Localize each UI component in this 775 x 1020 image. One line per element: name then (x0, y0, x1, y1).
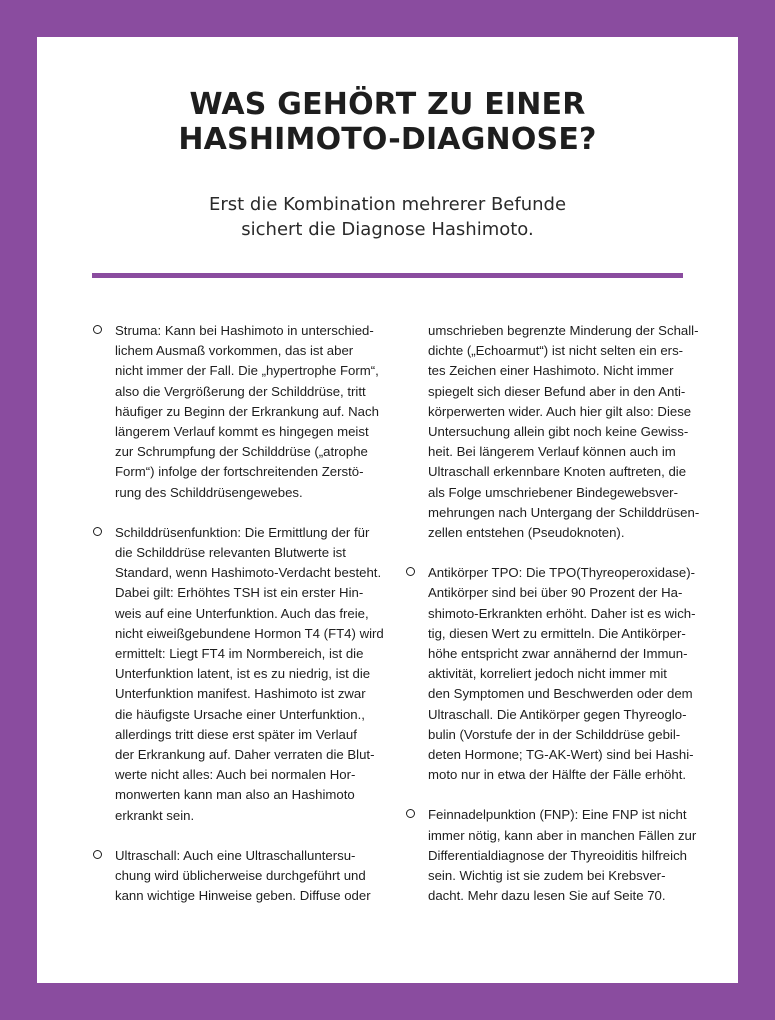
subtitle-line-2: sichert die Diagnose Hashimoto. (241, 219, 534, 240)
text-line: allerdings tritt diese erst später im Verlauf (115, 726, 357, 742)
text-line: den Symptomen und Beschwerden oder dem (428, 686, 693, 702)
text-line: Ultraschall. Die Antikörper gegen Thyreoglo- (428, 706, 687, 722)
circle-bullet-icon (93, 527, 102, 536)
text-line: zur Schrumpfung der Schilddrüse („atrophe (115, 444, 368, 460)
text-line: tig, diesen Wert zu ermitteln. Die Antikörper- (428, 625, 686, 641)
text-line: lichem Ausmaß vorkommen, das ist aber (115, 343, 354, 359)
text-line: also die Vergrößerung der Schilddrüse, tritt (115, 383, 366, 399)
text-line: moto nur in etwa der Hälfte der Fälle erhöht. (428, 767, 687, 783)
text-line: umschrieben begrenzte Minderung der Schall- (428, 323, 699, 338)
text-line: sein. Wichtig ist sie zudem bei Krebsver- (428, 868, 666, 884)
text-line: die häufigste Ursache einer Unterfunktion., (115, 706, 365, 722)
divider-rule (92, 273, 683, 278)
text-line: Unterfunktion latent, ist es zu niedrig, ist die (115, 666, 371, 682)
text-line: erkrankt sein. (115, 807, 195, 823)
text-line: kann wichtige Hinweise geben. Diffuse oder (115, 888, 371, 904)
text-line: dacht. Mehr dazu lesen Sie auf Seite 70. (428, 888, 666, 904)
page (37, 37, 738, 983)
paragraph-gap (115, 503, 387, 523)
title-line-2: HASHIMOTO-DIAGNOSE? (178, 122, 597, 157)
list-item (428, 321, 700, 543)
text-line: Ultraschall erkennbare Knoten auftreten, die (428, 464, 687, 480)
text-line: der Erkrankung auf. Daher verraten die Blut- (115, 747, 375, 763)
text-line: häufiger zu Beginn der Erkrankung auf. Nach (115, 403, 379, 419)
text-line: die Schilddrüse relevanten Blutwerte ist (115, 545, 346, 561)
text-line: körperwerten wider. Auch hier gilt also: Diese (428, 403, 692, 419)
right-column (428, 321, 700, 906)
text-line: shimoto-Erkrankten erhöht. Daher ist es wich- (428, 605, 696, 621)
left-column (115, 321, 387, 906)
text-line: rung des Schilddrüsengewebes. (115, 484, 303, 500)
paragraph-gap (115, 826, 387, 846)
subtitle (37, 192, 738, 242)
text-line: tes Zeichen einer Hashimoto. Nicht immer (428, 363, 674, 379)
text-line: als Folge umschriebener Bindegewebsver- (428, 484, 678, 500)
circle-bullet-icon (406, 567, 415, 576)
text-line: zellen entstehen (Pseudoknoten). (428, 525, 625, 541)
text-line: dichte („Echoarmut“) ist nicht selten ein ers- (428, 343, 684, 359)
text-line: Schilddrüsenfunktion: Die Ermittlung der für (115, 524, 370, 540)
text-line: Antikörper sind bei über 90 Prozent der Ha- (428, 585, 683, 601)
text-line: monwerten kann man also an Hashimoto (115, 787, 355, 803)
text-line: Form“) infolge der fortschreitenden Zerstö- (115, 464, 364, 480)
text-line: Unterfunktion manifest. Hashimoto ist zwar (115, 686, 366, 702)
text-line: weis auf eine Unterfunktion. Auch das freie, (115, 605, 369, 621)
list-item (428, 805, 700, 906)
text-line: mehrungen nach Untergang der Schilddrüsen- (428, 504, 700, 520)
title-line-1: WAS GEHÖRT ZU EINER (189, 87, 586, 122)
subtitle-line-1: Erst die Kombination mehrerer Befunde (208, 194, 567, 215)
page-title (37, 87, 738, 157)
text-line: Struma: Kann bei Hashimoto in unterschied- (115, 323, 374, 338)
text-line: Standard, wenn Hashimoto-Verdacht besteht. (115, 565, 382, 581)
text-line: nicht immer der Fall. Die „hypertrophe Form“, (115, 363, 379, 379)
text-line: heit. Bei längerem Verlauf können auch im (428, 444, 676, 460)
list-item (428, 563, 700, 785)
paragraph-gap (428, 785, 700, 805)
text-line: werte nicht alles: Auch bei normalen Hor- (115, 767, 356, 783)
text-line: immer nötig, kann aber in manchen Fällen zur (428, 827, 697, 843)
text-line: Differentialdiagnose der Thyreoiditis hilfreich (428, 847, 688, 863)
text-line: ermittelt: Liegt FT4 im Normbereich, ist die (115, 646, 364, 662)
circle-bullet-icon (93, 850, 102, 859)
list-item (115, 523, 387, 826)
text-line: Antikörper TPO: Die TPO(Thyreoperoxidase)- (428, 565, 696, 581)
text-line: Feinnadelpunktion (FNP): Eine FNP ist nicht (428, 807, 687, 823)
circle-bullet-icon (93, 325, 102, 334)
text-line: chung wird üblicherweise durchgeführt und (115, 868, 366, 884)
text-line: deten Hormone; TG-AK-Wert) sind bei Hashi- (428, 747, 694, 763)
text-line: höhe entspricht zwar annähernd der Immun- (428, 646, 688, 662)
text-line: Ultraschall: Auch eine Ultraschalluntersu- (115, 847, 356, 863)
text-line: Dabei gilt: Erhöhtes TSH ist ein erster Hin- (115, 585, 364, 601)
text-line: längerem Verlauf kommt es hingegen meist (115, 424, 369, 440)
paragraph-gap (428, 543, 700, 563)
text-line: spiegelt sich dieser Befund aber in den Anti- (428, 383, 686, 399)
list-item (115, 321, 387, 503)
text-line: bulin (Vorstufe der in der Schilddrüse gebil- (428, 726, 681, 742)
circle-bullet-icon (406, 809, 415, 818)
text-line: nicht eiweißgebundene Hormon T4 (FT4) wird (115, 625, 384, 641)
text-line: Untersuchung allein gibt noch keine Gewiss- (428, 424, 689, 440)
text-line: aktivität, korreliert jedoch nicht immer mit (428, 666, 667, 682)
list-item (115, 846, 387, 907)
